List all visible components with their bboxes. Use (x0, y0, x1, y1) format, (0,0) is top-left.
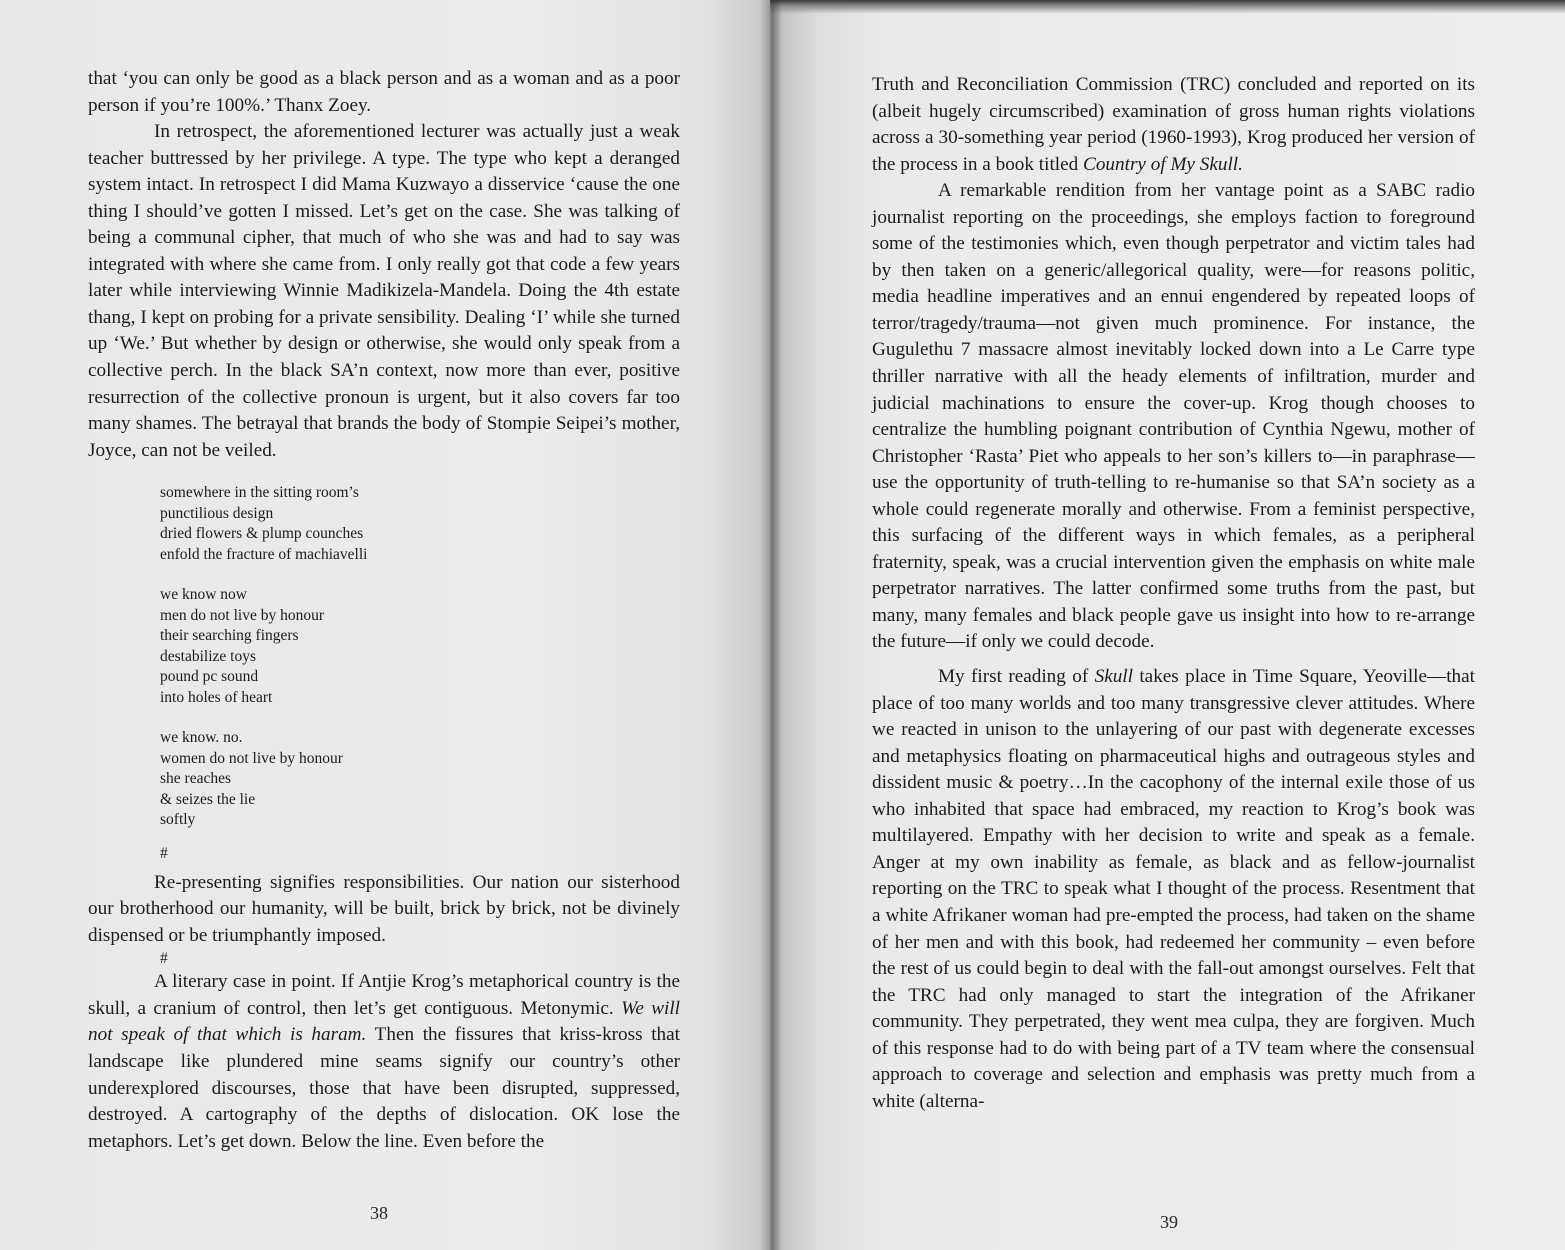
paragraph (872, 664, 1475, 1115)
paragraph (872, 72, 1475, 178)
italic-phrase: We will not speak of that which is haram. (88, 997, 680, 1046)
poem-stanza: somewhere in the sitting room’s punctilious design dried flowers & plump counches enfold the fracture of machiavelli (160, 484, 368, 563)
paragraph: In retrospect, the aforementioned lecturer was actually just a weak teacher buttressed by her privilege. A type. The type who kept a deranged system intact. In retrospect I did Mama Kuzwayo a disservice ‘cause the one thing I should’ve gotten I missed. Let’s get on the case. She was talking of being a communal cipher, that much of who she was and had to say was integrated with where she came from. I only really got that code a few years later while interviewing Winnie Madikizela-Mandela. Doing the 4th estate thang, I kept on probing for a private sensibility. Dealing ‘I’ while she turned up ‘We.’ But whether by design or otherwise, she would only speak from a collective perch. In the black SA’n context, now more than ever, positive resurrection of the collective pronoun is urgent, but it also covers far too many shames. The betrayal that brands the body of Stompie Seipei’s mother, Joyce, can not be veiled. (88, 121, 680, 461)
paragraph: that ‘you can only be good as a black person and as a woman and as a poor person if you’re 100%.’ Thanx Zoey. (88, 68, 680, 116)
section-separator: # (160, 844, 168, 862)
page-number: 39 (1160, 1212, 1178, 1232)
paragraph (88, 969, 680, 1155)
paragraph: Re-presenting signifies responsibilities. Our nation our sisterhood our brotherhood our humanity, will be built, brick by brick, not be divinely dispensed or be triumphantly imposed. (88, 871, 680, 946)
paragraph-text: Then the fissures that kriss-kross that landscape like plundered mine seams signify our country’s other underexplored discourses, those that have been disrupted, suppressed, destroyed. A cartography of the depths of dislocation. OK lose the metaphors. Let’s get down. Below the line. Even before the (88, 1024, 680, 1152)
paragraph-text: takes place in Time Square, Yeoville—that place of too many worlds and too many transgressive clever attitudes. Where we reacted in unison to the unlayering of our past with degenerate excesses and metaphysics floating on pharmaceutical highs and outrageous styles and dissident music & poetry…In the cacophony of the internal exile those of us who inhabited that space had embraced, my reaction to Krog’s book was multilayered. Empathy with her decision to write and speak as a female. Anger at my own inability as female, as black and as fellow-journalist reporting on the TRC to speak what I thought of the process. Resentment that a white Afrikaner woman had pre-empted the process, had taken on the shame of her men and with this book, had redeemed her community – even before the rest of us could begin to deal with the fall-out amongst ourselves. Felt that the TRC had only managed to start the integration of the Afrikaner community. They perpetrated, they went mea culpa, they are forgiven. Much of this response had to do with being part of a TV team where the consensual approach to coverage and selection and emphasis was pretty much from a white (alterna- (872, 666, 1475, 1112)
left-page (0, 0, 770, 1250)
page-number: 38 (370, 1203, 388, 1223)
paragraph-text: My first reading of (938, 666, 1095, 688)
section-separator: # (160, 950, 168, 968)
book-spine-shadow (760, 0, 782, 1250)
paragraph: A remarkable rendition from her vantage point as a SABC radio journalist reporting on the proceedings, she employs faction to foreground some of the testimonies which, even though perpetrator and victim tales had by then taken on a generic/allegorical quality, were—for reasons politic, media headline imperatives and an ennui engendered by repeated loops of terror/tragedy/trauma—not given much prominence. For instance, the Gugulethu 7 massacre almost inevitably locked down into a Le Carre type thriller narrative with all the heady elements of infiltration, murder and judicial machinations to ensure the cover-up. Krog though chooses to centralize the humbling poignant contribution of Cynthia Ngewu, mother of Christopher ‘Rasta’ Piet who appeals to her son’s killers to—in paraphrase—use the opportunity of truth-telling to re-humanise so that SA’n society as a whole could regenerate morally and otherwise. From a feminist perspective, this surfacing of the different ways in which females, as a peripheral fraternity, speak, was a crucial intervention given the emphasis on white male perpetrator narratives. The latter confirmed some truths from the past, but many, many females and black people gave us insight into how to re-arrange the future—if only we could decode. (872, 180, 1475, 653)
poem-stanza: we know now men do not live by honour their searching fingers destabilize toys pound pc sound into holes of heart (160, 586, 325, 706)
paragraph-text: Truth and Reconciliation Commission (TRC) concluded and reported on its (albeit hugely circumscribed) examination of gross human rights violations across a 30-something year period (1960-1993), Krog produced her version of the process in a book titled (872, 74, 1475, 175)
italic-title: Skull (1094, 666, 1133, 688)
paragraph-text: A literary case in point. If Antjie Krog’s metaphorical country is the skull, a cranium of control, then let’s get contiguous. Metonymic. (88, 971, 680, 1019)
italic-title: Country of My Skull. (1083, 153, 1243, 175)
poem-stanza: we know. no. women do not live by honour she reaches & seizes the lie softly (160, 729, 343, 829)
right-page (770, 0, 1565, 1250)
